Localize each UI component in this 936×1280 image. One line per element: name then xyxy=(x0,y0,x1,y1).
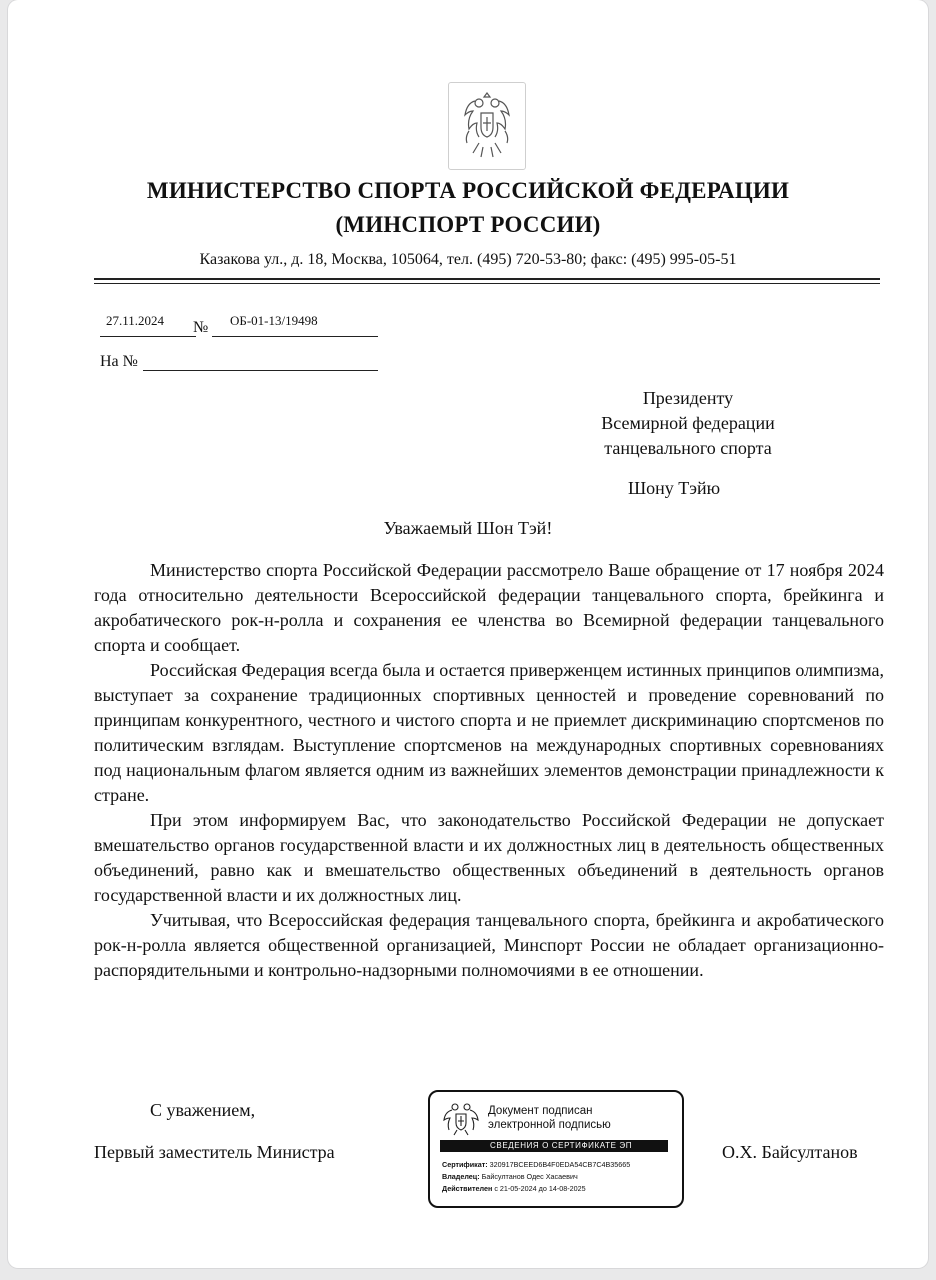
closing-regards: С уважением, xyxy=(150,1100,256,1120)
certificate-value: 320917BCEED6B4F0EDA54CB7C4B35665 xyxy=(489,1160,631,1169)
body-paragraph: Российская Федерация всегда была и остается приверженцем истинных принципов олимпизма, выступает за сохранение традиционных спортивных ценностей и проведение соревнований по принципам конкурентного, честного и чистого спорта и не приемлет дискриминацию спортсменов по политическим взглядам. Выступление спортсменов на международных спортивных соревнованиях под национальным флагом является одним из важнейших элементов демонстрации принадлежности к стране. xyxy=(94,660,884,805)
signer-position: Первый заместитель Министра xyxy=(94,1142,335,1162)
addressee-name: Шону Тэйю xyxy=(628,478,721,498)
certificate-line xyxy=(442,1160,630,1169)
validity-line xyxy=(442,1184,586,1193)
addressee-line: Всемирной федерации xyxy=(601,413,775,433)
letter-body xyxy=(94,558,884,983)
salutation: Уважаемый Шон Тэй! xyxy=(383,518,553,538)
reply-to-label: На № xyxy=(100,353,138,370)
owner-line xyxy=(442,1172,578,1181)
registration-number: ОБ-01-13/19498 xyxy=(230,313,318,328)
validity-label: Действителен xyxy=(442,1184,493,1193)
date-underline xyxy=(100,336,196,337)
letter-page xyxy=(8,0,928,1268)
ministry-name: МИНИСТЕРСТВО СПОРТА РОССИЙСКОЙ ФЕДЕРАЦИИ xyxy=(146,178,790,203)
ministry-short-name: (МИНСПОРТ РОССИИ) xyxy=(335,212,601,237)
ministry-address: Казакова ул., д. 18, Москва, 105064, тел. (495) 720-53-80; факс: (495) 995-05-51 xyxy=(199,251,737,268)
eagle-emblem-icon xyxy=(442,1100,480,1136)
body-paragraph: При этом информируем Вас, что законодательство Российской Федерации не допускает вмешательство органов государственной власти и их должностных лиц в деятельность общественных объединений, равно как и вмешательство общественных объединений в деятельность органов государственной власти и их должностных лиц. xyxy=(94,810,884,905)
header-rule-thick xyxy=(94,278,880,280)
electronic-signature-stamp xyxy=(428,1090,684,1208)
number-underline xyxy=(212,336,378,337)
signature-title-line: электронной подписью xyxy=(488,1119,611,1131)
body-paragraph: Учитывая, что Всероссийская федерация танцевального спорта, брейкинга и акробатического рок-н-ролла является общественной организацией, Минспорт России не обладает организационно-распорядительными и контрольно-надзорными полномочиями в ее отношении. xyxy=(94,910,884,980)
validity-value: с 21-05-2024 до 14-08-2025 xyxy=(494,1184,586,1193)
certificate-label: Сертификат: xyxy=(442,1160,488,1169)
coat-of-arms-emblem xyxy=(448,82,526,170)
registration-date: 27.11.2024 xyxy=(106,313,165,328)
owner-value: Байсултанов Одес Хасаевич xyxy=(481,1172,578,1181)
reply-to-underline xyxy=(143,370,378,371)
registration-number-label: № xyxy=(193,319,209,336)
signature-title xyxy=(488,1104,611,1132)
signer-name: О.Х. Байсултанов xyxy=(722,1142,858,1162)
body-paragraph: Министерство спорта Российской Федерации рассмотрело Ваше обращение от 17 ноября 2024 года относительно деятельности Всероссийской федерации танцевального спорта, брейкинга и акробатического рок-н-ролла и сохранения ее членства во Всемирной федерации танцевального спорта и сообщает. xyxy=(94,560,884,655)
owner-label: Владелец: xyxy=(442,1172,480,1181)
addressee-line: Президенту xyxy=(642,388,734,408)
header-rule-thin xyxy=(94,283,880,284)
addressee-line: танцевального спорта xyxy=(604,438,772,458)
certificate-info-bar: СВЕДЕНИЯ О СЕРТИФИКАТЕ ЭП xyxy=(440,1140,668,1152)
double-headed-eagle-icon xyxy=(455,87,519,165)
addressee-block xyxy=(528,386,848,461)
signature-title-line: Документ подписан xyxy=(488,1105,593,1117)
